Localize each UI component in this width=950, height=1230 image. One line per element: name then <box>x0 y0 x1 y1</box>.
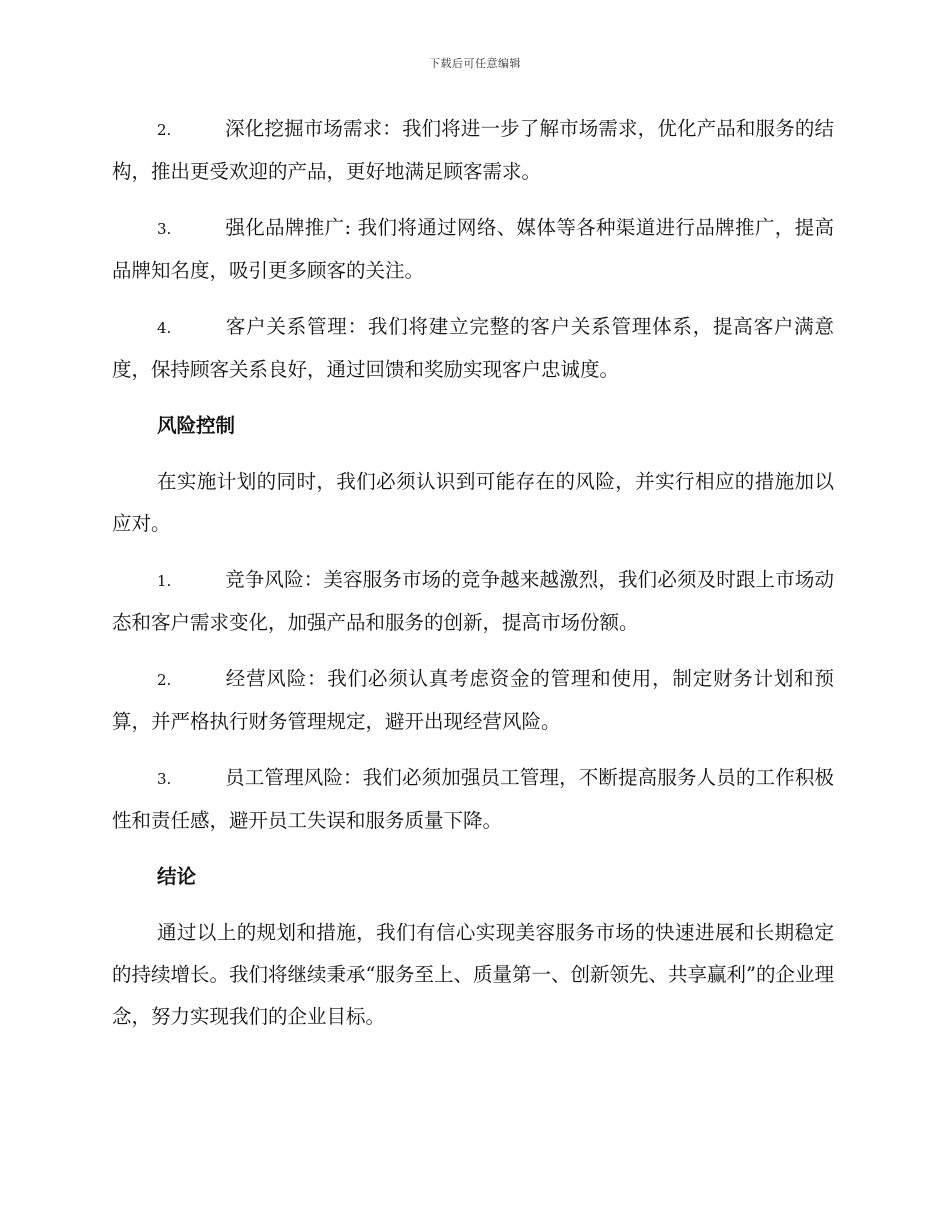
list-text: 经营风险：我们必须认真考虑资金的管理和使用，制定财务计划和预算，并严格执行财务管理规定，避开出现经营风险。 <box>112 667 834 733</box>
document-body <box>112 108 834 1052</box>
list-text: 客户关系管理：我们将建立完整的客户关系管理体系，提高客户满意度，保持顾客关系良好，通过回馈和奖励实现客户忠诚度。 <box>112 315 834 381</box>
list-number: 3. <box>157 770 172 788</box>
list-item <box>112 559 834 644</box>
list-item <box>112 757 834 842</box>
section-heading-conclusion: 结论 <box>157 865 197 888</box>
list-item <box>112 658 834 743</box>
list-number: 4. <box>157 319 172 337</box>
list-item <box>112 207 834 292</box>
list-number: 2. <box>157 671 172 689</box>
page-header: 下载后可任意编辑 <box>429 57 521 70</box>
list-number: 3. <box>157 220 172 238</box>
conclusion-paragraph: 通过以上的规划和措施，我们有信心实现美容服务市场的快速进展和长期稳定的持续增长。我们将继续秉承“服务至上、质量第一、创新领先、共享赢利”的企业理念，努力实现我们的企业目标。 <box>112 921 834 1028</box>
list-number: 2. <box>157 121 172 139</box>
list-item <box>112 306 834 391</box>
list-text: 竞争风险：美容服务市场的竞争越来越激烈，我们必须及时跟上市场动态和客户需求变化，加强产品和服务的创新，提高市场份额。 <box>112 568 834 634</box>
list-text: 员工管理风险：我们必须加强员工管理，不断提高服务人员的工作积极性和责任感，避开员工失误和服务质量下降。 <box>112 766 834 832</box>
risk-intro-paragraph: 在实施计划的同时，我们必须认识到可能存在的风险，并实行相应的措施加以应对。 <box>112 470 834 535</box>
list-text: 深化挖掘市场需求：我们将进一步了解市场需求，优化产品和服务的结构，推出更受欢迎的产品，更好地满足顾客需求。 <box>112 117 834 183</box>
section-heading-risk: 风险控制 <box>157 414 236 437</box>
list-item <box>112 108 834 193</box>
list-number: 1. <box>157 572 172 590</box>
list-text: 强化品牌推广: 我们将通过网络、媒体等各种渠道进行品牌推广，提高品牌知名度，吸引更多顾客的关注。 <box>112 216 834 282</box>
